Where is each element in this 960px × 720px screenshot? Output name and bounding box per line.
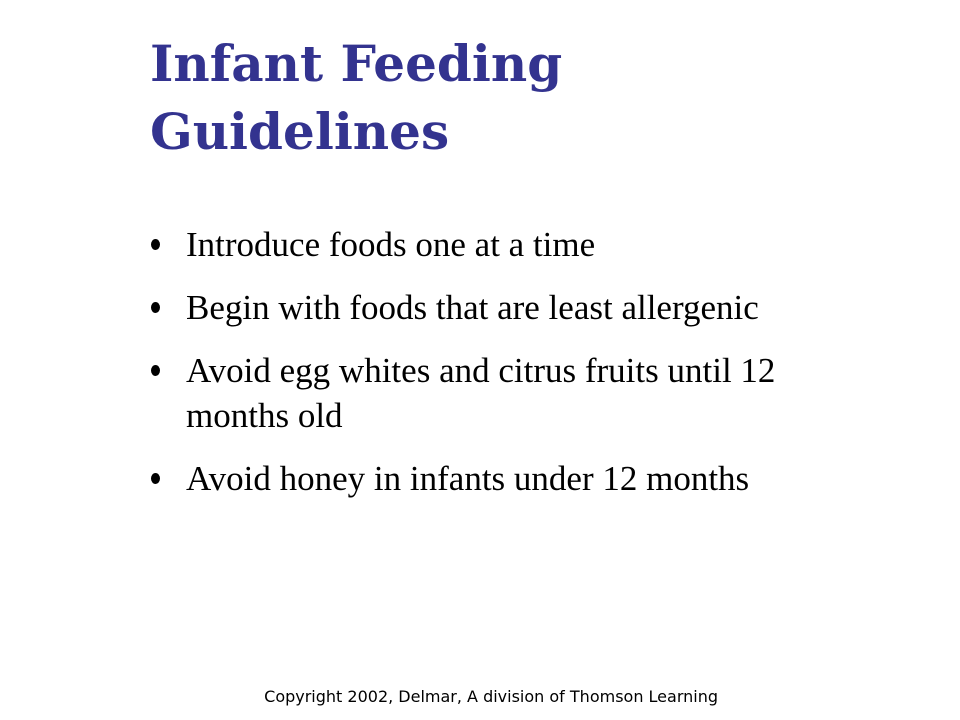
bullet-text: Begin with foods that are least allergenic — [186, 288, 759, 327]
slide-title-line-1: Infant Feeding — [150, 34, 563, 93]
bullet-list — [150, 222, 790, 519]
bullet-item — [150, 348, 790, 438]
bullet-text: Avoid egg whites and citrus fruits until 12 months old — [186, 351, 776, 435]
slide-title-line-2: Guidelines — [150, 102, 450, 161]
bullet-item — [150, 456, 790, 501]
bullet-dot-icon — [151, 239, 160, 250]
bullet-text: Avoid honey in infants under 12 months — [186, 459, 750, 498]
bullet-dot-icon — [151, 365, 160, 376]
slide-title — [150, 30, 850, 166]
bullet-item — [150, 222, 790, 267]
bullet-item — [150, 285, 790, 330]
copyright-footer: Copyright 2002, Delmar, A division of Thomson Learning — [264, 687, 718, 706]
bullet-dot-icon — [151, 473, 160, 484]
bullet-text: Introduce foods one at a time — [186, 225, 596, 264]
bullet-dot-icon — [151, 302, 160, 313]
